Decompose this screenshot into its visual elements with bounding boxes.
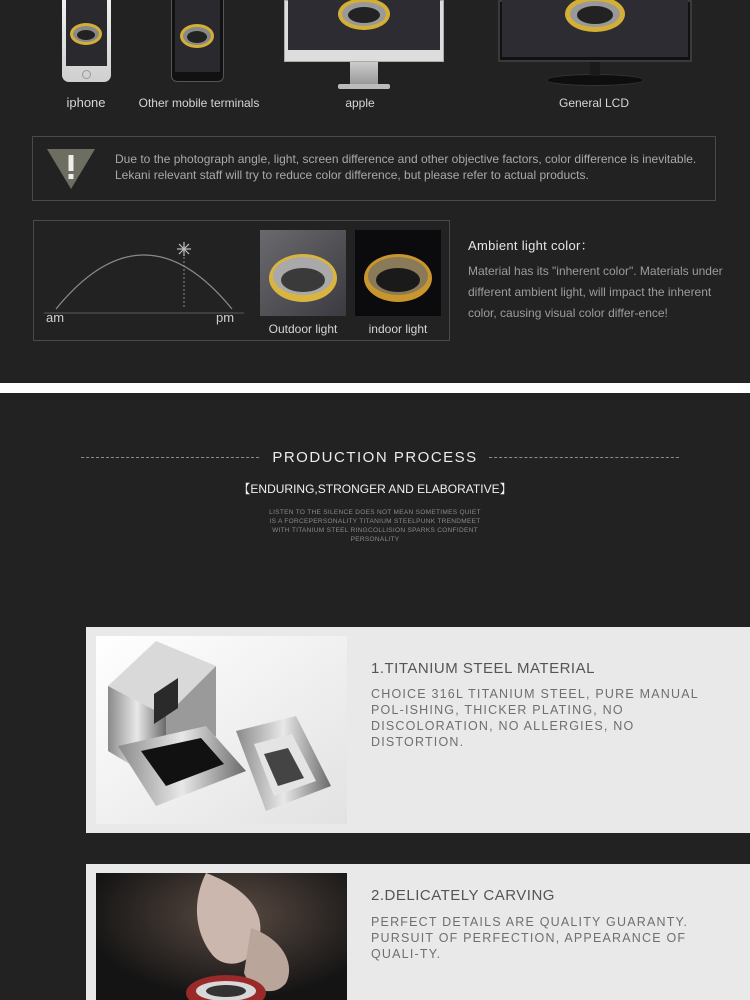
- sun-arc-icon: [44, 231, 244, 331]
- ambient-text: Material has its "inherent color". Materials under different ambient light, will impact the inherent color, causing visual color differ-ence!: [468, 264, 723, 320]
- production-subtitle: 【ENDURING,STRONGER AND ELABORATIVE】: [238, 482, 512, 496]
- ambient-light-box: [33, 220, 450, 341]
- notice-text: Due to the photograph angle, light, screen difference and other objective factors, color difference is inevitable. Lekani relevant staff will try to reduce color difference, but please refer to actual products.: [115, 152, 697, 182]
- android-device: [171, 0, 224, 82]
- outdoor-ring-thumb: [260, 230, 346, 316]
- steel-cubes-image: [96, 636, 347, 824]
- warning-icon: [47, 149, 95, 189]
- lcd-monitor: [498, 0, 692, 90]
- carving-hands-icon: [96, 873, 347, 1000]
- feature-text-carving: PERFECT DETAILS ARE QUALITY GUARANTY. PURSUIT OF PERFECTION, APPEARANCE OF QUALI-TY.: [371, 915, 689, 961]
- color-difference-notice: [32, 136, 716, 201]
- outdoor-light-label: Outdoor light: [268, 322, 338, 336]
- pm-label: pm: [216, 310, 235, 325]
- ring-photo-icon: [502, 0, 688, 57]
- device-label-iphone: iphone: [66, 95, 106, 110]
- feature-text-material: CHOICE 316L TITANIUM STEEL, PURE MANUAL POL-ISHING, THICKER PLATING, NO DISCOLORATION, NO ALLERGIES, NO DISTORTION.: [371, 687, 699, 749]
- production-title: PRODUCTION PROCESS: [272, 449, 478, 466]
- carving-image: [96, 873, 347, 1000]
- device-label-lcd: General LCD: [558, 96, 630, 110]
- am-label: am: [46, 310, 65, 325]
- device-label-other-mobile: Other mobile terminals: [138, 96, 260, 110]
- iphone-device: [62, 0, 111, 82]
- device-label-apple: apple: [345, 96, 375, 110]
- indoor-ring-thumb: [355, 230, 441, 316]
- feature-card-material: [86, 627, 750, 833]
- section-divider: [0, 383, 750, 393]
- production-tagline: LISTEN TO THE SILENCE DOES NOT MEAN SOMETIMES QUIET IS A FORCEPERSONALITY TITANIUM STEELPUNK TRENDMEET WITH TITANIUM STEEL RINGCOLLISION SPARKS CONFIDENT PERSONALITY: [269, 509, 481, 543]
- title-rule-right: [489, 457, 679, 458]
- ring-photo-icon: [175, 0, 220, 72]
- indoor-light-label: indoor light: [368, 322, 428, 336]
- feature-title-material: 1.TITANIUM STEEL MATERIAL: [371, 660, 595, 677]
- ring-photo-icon: [66, 0, 107, 66]
- feature-card-carving: [86, 864, 750, 1000]
- device-display-section: [0, 0, 750, 120]
- ring-photo-icon: [288, 0, 440, 50]
- ring-photo-icon: [260, 230, 346, 316]
- apple-monitor: [284, 0, 444, 90]
- ambient-title: Ambient light color：: [468, 238, 594, 253]
- ring-photo-icon: [355, 230, 441, 316]
- feature-title-carving: 2.DELICATELY CARVING: [371, 887, 555, 904]
- steel-cube-icon: [96, 636, 347, 824]
